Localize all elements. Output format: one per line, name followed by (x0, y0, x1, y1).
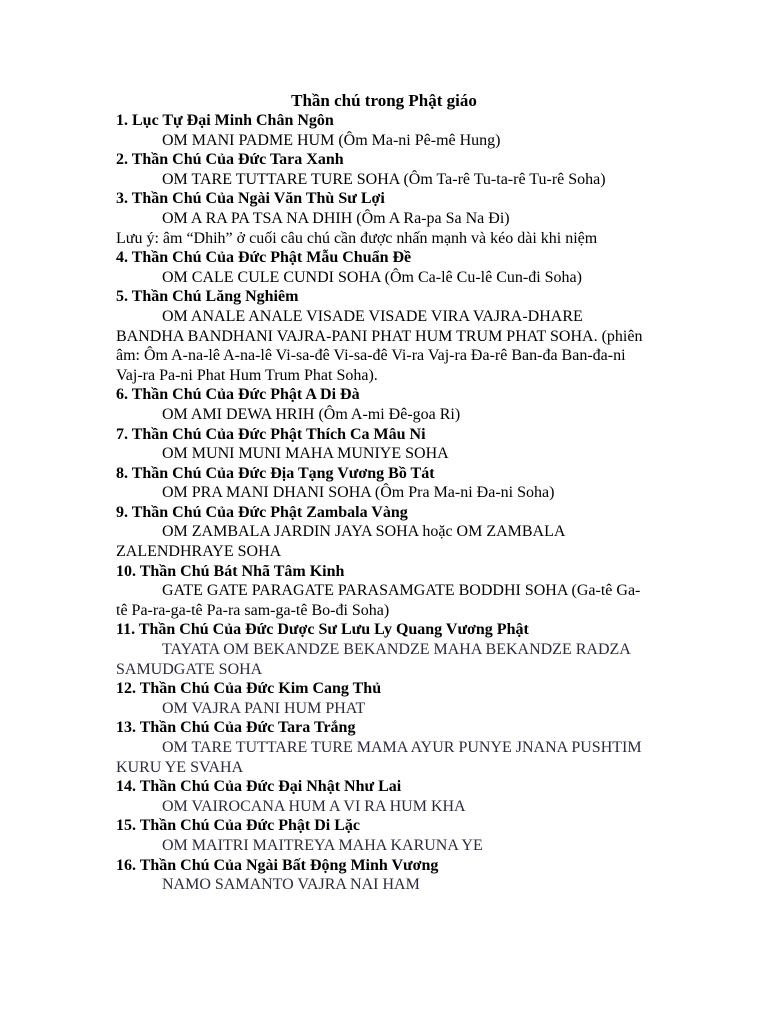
mantra-entry-14 (116, 777, 646, 816)
mantra-text: OM AMI DEWA HRIH (Ôm A-mi Đê-goa Ri) (162, 405, 461, 423)
mantra-entry-7 (116, 425, 646, 464)
mantra-note: Lưu ý: âm “Dhih” ở cuối câu chú cần được nhấn mạnh và kéo dài khi niệm (116, 229, 598, 247)
mantra-entry-5 (116, 287, 646, 385)
mantra-text: OM MANI PADME HUM (Ôm Ma-ni Pê-mê Hung) (162, 131, 501, 149)
mantra-text: NAMO SAMANTO VAJRA NAI HAM (162, 876, 420, 894)
mantra-entry-10 (116, 562, 646, 621)
mantra-entry-9 (116, 503, 646, 562)
mantra-heading: 10. Thần Chú Bát Nhã Tâm Kinh (116, 562, 345, 580)
mantra-text: TAYATA OM BEKANDZE BEKANDZE MAHA BEKANDZE RADZA SAMUDGATE SOHA (116, 641, 630, 678)
mantra-text: OM MUNI MUNI MAHA MUNIYE SOHA (162, 445, 449, 463)
mantra-entry-16 (116, 856, 646, 895)
mantra-heading: 2. Thần Chú Của Đức Tara Xanh (116, 151, 344, 169)
mantra-heading: 6. Thần Chú Của Đức Phật A Di Đà (116, 386, 360, 404)
mantra-heading: 4. Thần Chú Của Đức Phật Mẫu Chuẩn Đề (116, 249, 412, 267)
mantra-list (116, 111, 646, 895)
mantra-entry-11 (116, 620, 646, 679)
mantra-heading: 14. Thần Chú Của Đức Đại Nhật Như Lai (116, 778, 402, 796)
mantra-heading: 11. Thần Chú Của Đức Dược Sư Lưu Ly Quang Vương Phật (116, 621, 529, 639)
mantra-entry-4 (116, 248, 646, 287)
mantra-heading: 16. Thần Chú Của Ngài Bất Động Minh Vương (116, 856, 439, 874)
mantra-heading: 5. Thần Chú Lăng Nghiêm (116, 288, 299, 306)
mantra-text: GATE GATE PARAGATE PARASAMGATE BODDHI SOHA (Ga-tê Ga-tê Pa-ra-ga-tê Pa-ra sam-ga-tê Bo-đi Soha) (116, 582, 641, 619)
mantra-text: OM TARE TUTTARE TURE MAMA AYUR PUNYE JNANA PUSHTIM KURU YE SVAHA (116, 739, 642, 776)
mantra-text: OM TARE TUTTARE TURE SOHA (Ôm Ta-rê Tu-ta-rê Tu-rê Soha) (162, 170, 606, 188)
mantra-entry-6 (116, 385, 646, 424)
mantra-heading: 13. Thần Chú Của Đức Tara Trắng (116, 719, 356, 737)
document-title: Thần chú trong Phật giáo (291, 91, 477, 110)
mantra-text: OM ZAMBALA JARDIN JAYA SOHA hoặc OM ZAMBALA ZALENDHRAYE SOHA (116, 523, 565, 561)
mantra-entry-13 (116, 718, 646, 777)
mantra-entry-15 (116, 816, 646, 855)
mantra-text: OM A RA PA TSA NA DHIH (Ôm A Ra-pa Sa Na Đi) (162, 209, 510, 227)
mantra-entry-8 (116, 464, 646, 503)
mantra-entry-1 (116, 111, 646, 150)
mantra-entry-3 (116, 189, 646, 248)
mantra-text: OM PRA MANI DHANI SOHA (Ôm Pra Ma-ni Đa-ni Soha) (162, 484, 555, 502)
mantra-heading: 12. Thần Chú Của Đức Kim Cang Thủ (116, 680, 382, 698)
mantra-heading: 1. Lục Tự Đại Minh Chân Ngôn (116, 112, 334, 129)
mantra-text: OM VAIROCANA HUM A VI RA HUM KHA (162, 797, 466, 815)
mantra-text: OM VAJRA PANI HUM PHAT (162, 699, 366, 717)
mantra-text: OM CALE CULE CUNDI SOHA (Ôm Ca-lê Cu-lê Cun-đi Soha) (162, 268, 582, 286)
mantra-heading: 8. Thần Chú Của Đức Địa Tạng Vương Bồ Tát (116, 464, 435, 482)
mantra-text: OM MAITRI MAITREYA MAHA KARUNA YE (162, 836, 483, 854)
mantra-heading: 15. Thần Chú Của Đức Phật Di Lặc (116, 817, 361, 835)
mantra-heading: 9. Thần Chú Của Đức Phật Zambala Vàng (116, 503, 408, 521)
mantra-entry-2 (116, 150, 646, 189)
mantra-entry-12 (116, 679, 646, 718)
mantra-heading: 3. Thần Chú Của Ngài Văn Thù Sư Lợi (116, 190, 385, 208)
mantra-heading: 7. Thần Chú Của Đức Phật Thích Ca Mâu Ni (116, 425, 426, 443)
mantra-text: OM ANALE ANALE VISADE VISADE VIRA VAJRA-DHARE BANDHA BANDHANI VAJRA-PANI PHAT HUM TRUM PHAT SOHA. (phiên âm: Ôm A-na-lê A-na-lê Vi-sa-đê Vi-sa-đê Vi-ra Vaj-ra Đa-rê Ban-đa Ban-đa-ni Vaj-ra Pa-ni Phat Hum Trum Phat Soha). (116, 307, 643, 384)
